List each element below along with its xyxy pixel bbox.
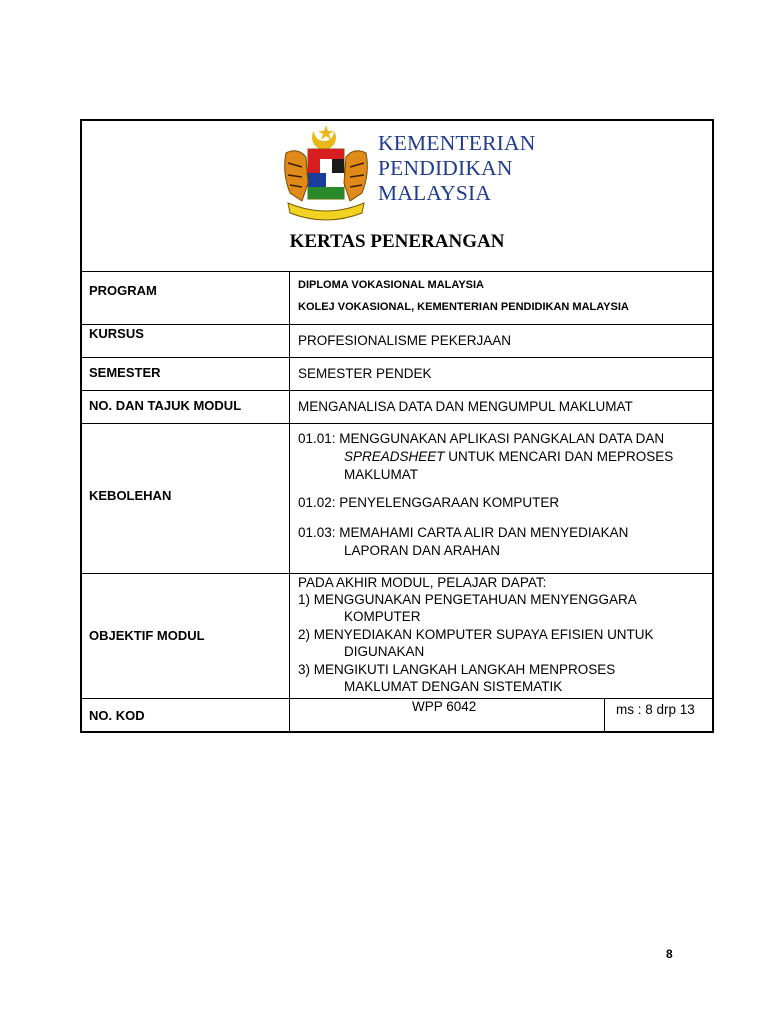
kebolehan-item-1-line-3: MAKLUMAT (344, 467, 419, 482)
objektif-2-line-1: 2) MENYEDIAKAN KOMPUTER SUPAYA EFISIEN UNTUK (298, 627, 654, 642)
program-label: PROGRAM (89, 283, 157, 298)
value-cell (290, 424, 712, 573)
modul-label: NO. DAN TAJUK MODUL (89, 398, 242, 413)
ministry-name (378, 131, 535, 206)
objektif-3-line-2: MAKLUMAT DENGAN SISTEMATIK (344, 679, 563, 694)
kebolehan-item-1-line-2-rest: UNTUK MENCARI DAN MEPROSES (444, 449, 674, 464)
objektif-1-line-2: KOMPUTER (344, 609, 421, 624)
label-cell (82, 358, 290, 390)
kod-page-info: ms : 8 drp 13 (616, 702, 695, 717)
row-program (82, 271, 712, 325)
objektif-1-line-1: 1) MENGGUNAKAN PENGETAHUAN MENYENGGARA (298, 592, 637, 607)
value-cell (290, 271, 712, 324)
objektif-3-line-1: 3) MENGIKUTI LANGKAH LANGKAH MENPROSES (298, 662, 616, 677)
objektif-label: OBJEKTIF MODUL (89, 628, 205, 643)
program-line-1: DIPLOMA VOKASIONAL MALAYSIA (298, 279, 484, 291)
kebolehan-item-3-line-1: 01.03: MEMAHAMI CARTA ALIR DAN MENYEDIAKAN (298, 525, 629, 540)
label-cell (82, 271, 290, 324)
semester-label: SEMESTER (89, 365, 161, 380)
value-cell (290, 325, 712, 357)
value-cell (290, 574, 712, 698)
ministry-line-2: PENDIDIKAN (378, 156, 513, 180)
row-semester (82, 358, 712, 391)
program-line-2: KOLEJ VOKASIONAL, KEMENTERIAN PENDIDIKAN MALAYSIA (298, 301, 629, 313)
row-kod (82, 699, 712, 731)
kebolehan-item-1-line-1: 01.01: MENGGUNAKAN APLIKASI PANGKALAN DATA DAN (298, 431, 665, 446)
kod-code: WPP 6042 (412, 699, 477, 714)
ministry-line-3: MALAYSIA (378, 181, 492, 205)
value-cell (290, 358, 712, 390)
kebolehan-item-2: 01.02: PENYELENGGARAAN KOMPUTER (298, 495, 560, 510)
value-cell (290, 699, 712, 731)
label-cell (82, 424, 290, 573)
spreadsheet-term: SPREADSHEET (344, 449, 445, 464)
kebolehan-label: KEBOLEHAN (89, 488, 172, 503)
label-cell (82, 325, 290, 357)
kod-divider (604, 699, 605, 731)
objektif-2-line-2: DIGUNAKAN (344, 644, 425, 659)
page-number: 8 (666, 947, 673, 961)
label-cell (82, 574, 290, 698)
label-cell (82, 699, 290, 731)
modul-value: MENGANALISA DATA DAN MENGUMPUL MAKLUMAT (298, 399, 633, 414)
semester-value: SEMESTER PENDEK (298, 366, 432, 381)
row-modul (82, 391, 712, 424)
kursus-value: PROFESIONALISME PEKERJAAN (298, 333, 512, 348)
ministry-line-1: KEMENTERIAN (378, 131, 536, 155)
row-objektif (82, 574, 712, 699)
label-cell (82, 391, 290, 423)
kod-label: NO. KOD (89, 708, 145, 723)
kursus-label: KURSUS (89, 326, 144, 341)
row-kebolehan (82, 424, 712, 574)
value-cell (290, 391, 712, 423)
kebolehan-item-1-line-2 (298, 448, 673, 466)
header-cell (82, 121, 712, 272)
document-title: KERTAS PENERANGAN (289, 231, 505, 252)
row-kursus (82, 325, 712, 358)
kebolehan-item-3-line-2: LAPORAN DAN ARAHAN (344, 543, 501, 558)
objektif-intro: PADA AKHIR MODUL, PELAJAR DAPAT: (298, 575, 547, 590)
info-sheet-table (80, 119, 714, 733)
